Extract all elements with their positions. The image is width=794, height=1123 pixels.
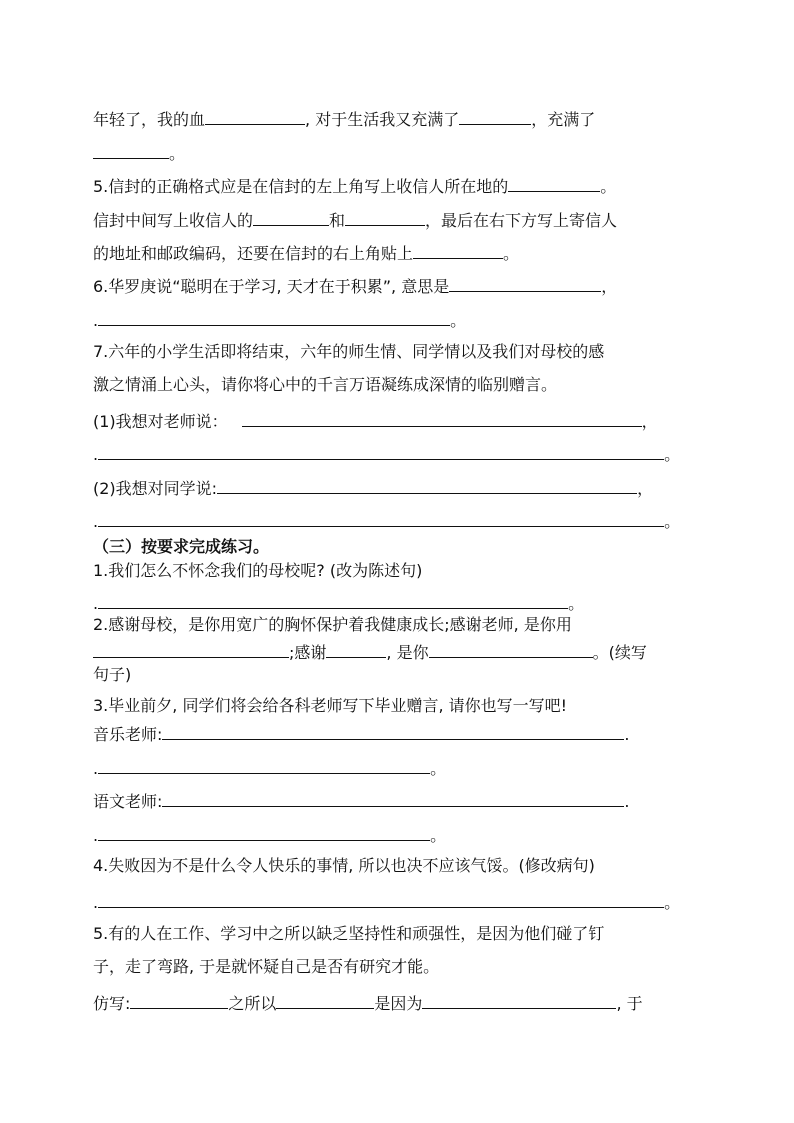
- e2-line1: [93, 615, 572, 635]
- e4-line1: [93, 856, 595, 876]
- e3-chinese-line: [93, 789, 630, 812]
- q7-classmate-line: [93, 476, 653, 499]
- e3-line1: [93, 696, 567, 716]
- e2-text-a: ;感谢: [289, 643, 327, 662]
- e1-dot: .: [93, 594, 99, 613]
- q7-teacher-comma: ，: [641, 412, 658, 431]
- e3-music-blank-1[interactable]: [162, 722, 624, 740]
- e5-line1: [93, 924, 604, 944]
- q4-text-c: ，充满了: [531, 110, 596, 129]
- q4-line2: [93, 141, 185, 164]
- e3-chinese-dot2: .: [93, 826, 99, 845]
- q6-blank-1[interactable]: [449, 274, 601, 292]
- q6-blank-2[interactable]: [98, 308, 450, 326]
- q4-blank-2[interactable]: [459, 107, 531, 125]
- q7-teacher-blank-2[interactable]: [98, 442, 664, 460]
- q6-line1: [93, 274, 617, 297]
- q4-text-a: 年轻了，我的血: [93, 110, 206, 129]
- e1-period: 。: [568, 594, 585, 613]
- e5-imitate-line: [93, 991, 643, 1014]
- e3-chinese-label: 语文老师:: [93, 792, 163, 811]
- e1-answer-line: [93, 591, 584, 614]
- q5-line1: [93, 174, 616, 197]
- q5-text-d: ，最后在右下方写上寄信人: [425, 211, 618, 230]
- e4-blank[interactable]: [98, 890, 664, 908]
- q7-classmate-dot: .: [93, 512, 99, 531]
- e3-music-period: 。: [430, 759, 447, 778]
- e3-music-label: 音乐老师:: [93, 725, 163, 744]
- q5-text-c: 和: [329, 211, 346, 230]
- e5-line2: [93, 957, 439, 977]
- e3-chinese-dot: .: [624, 792, 630, 811]
- q5-period-1: 。: [600, 177, 617, 196]
- e2-text-b: , 是你: [386, 643, 429, 662]
- e3-text: 3.毕业前夕, 同学们将会给各科老师写下毕业赠言, 请你也写一写吧!: [93, 696, 568, 715]
- e5-imitate-label: 仿写:: [93, 994, 131, 1013]
- e3-music-line: [93, 722, 630, 745]
- e2-blank-2[interactable]: [326, 640, 386, 658]
- q7-line1: [93, 342, 604, 362]
- q7-teacher-line: [93, 409, 658, 432]
- e4-answer-line: [93, 890, 680, 913]
- e5-text-2: 子，走了弯路, 于是就怀疑自己是否有研究才能。: [93, 957, 440, 976]
- e5-text-1: 5.有的人在工作、学习中之所以缺乏坚持性和顽强性，是因为他们碰了钉: [93, 924, 605, 943]
- q4-line1: [93, 107, 595, 130]
- q5-period-2: 。: [503, 244, 520, 263]
- e2-blank-1[interactable]: [93, 640, 289, 658]
- q5-blank-2[interactable]: [253, 208, 329, 226]
- e4-period: 。: [664, 893, 681, 912]
- q4-text-b: , 对于生活我又充满了: [305, 110, 460, 129]
- q5-blank-1[interactable]: [508, 174, 600, 192]
- e5-text-b: 是因为: [374, 994, 423, 1013]
- q4-blank-3[interactable]: [93, 141, 169, 159]
- e4-dot: .: [93, 893, 99, 912]
- q7-classmate-label: (2)我想对同学说:: [93, 479, 218, 498]
- e3-music-line2: [93, 756, 446, 779]
- q7-teacher-label: (1)我想对老师说：: [93, 412, 228, 431]
- e3-chinese-period: 。: [430, 826, 447, 845]
- e5-text-c: , 于: [616, 994, 643, 1013]
- q5-line2: [93, 208, 617, 231]
- section3-heading-text: （三）按要求完成练习。: [93, 537, 270, 556]
- e4-text: 4.失败因为不是什么令人快乐的事情, 所以也决不应该气馁。(修改病句): [93, 856, 595, 875]
- q5-blank-4[interactable]: [413, 241, 503, 259]
- q7-classmate-period: 。: [664, 512, 681, 531]
- e5-blank-1[interactable]: [130, 991, 228, 1009]
- q7-teacher-period: 。: [664, 445, 681, 464]
- e2-blank-3[interactable]: [429, 640, 593, 658]
- q7-classmate-blank-2[interactable]: [98, 509, 664, 527]
- e3-music-blank-2[interactable]: [98, 756, 430, 774]
- q5-blank-3[interactable]: [345, 208, 425, 226]
- q6-line2: [93, 308, 466, 331]
- q6-period: 。: [450, 311, 467, 330]
- e1-text: 1.我们怎么不怀念我们的母校呢? (改为陈述句): [93, 561, 423, 580]
- q4-blank-1[interactable]: [205, 107, 305, 125]
- e3-chinese-blank-2[interactable]: [98, 823, 430, 841]
- e2-line3: [93, 665, 131, 685]
- e5-blank-3[interactable]: [422, 991, 616, 1009]
- e3-music-dot: .: [624, 725, 630, 744]
- e2-text-3: 句子): [93, 665, 132, 684]
- q6-text: 6.华罗庚说“聪明在于学习, 天才在于积累”, 意思是: [93, 277, 450, 296]
- e1-line1: [93, 561, 422, 581]
- q5-line3: [93, 241, 519, 264]
- section3-heading: [93, 537, 269, 557]
- e5-text-a: 之所以: [228, 994, 277, 1013]
- e3-chinese-line2: [93, 823, 446, 846]
- e2-line2: [93, 640, 647, 663]
- q7-text-2: 激之情涌上心头，请你将心中的千言万语凝练成深情的临别赠言。: [93, 375, 558, 394]
- q7-line2: [93, 375, 557, 395]
- e5-blank-2[interactable]: [276, 991, 374, 1009]
- e3-music-dot2: .: [93, 759, 99, 778]
- q5-text-e: 的地址和邮政编码，还要在信封的右上角贴上: [93, 244, 414, 263]
- e2-text-1: 2.感谢母校，是你用宽广的胸怀保护着我健康成长;感谢老师, 是你用: [93, 615, 572, 634]
- q4-period: 。: [169, 144, 186, 163]
- q7-teacher-blank-1[interactable]: [242, 409, 642, 427]
- q6-dot: .: [93, 311, 99, 330]
- q7-text-1: 7.六年的小学生活即将结束，六年的师生情、同学情以及我们对母校的感: [93, 342, 605, 361]
- e3-chinese-blank-1[interactable]: [162, 789, 624, 807]
- q7-classmate-line2: [93, 509, 680, 532]
- q7-teacher-dot: .: [93, 445, 99, 464]
- q5-text-a: 5.信封的正确格式应是在信封的左上角写上收信人所在地的: [93, 177, 509, 196]
- q7-teacher-line2: [93, 442, 680, 465]
- q5-text-b: 信封中间写上收信人的: [93, 211, 254, 230]
- e2-text-c: 。(续写: [592, 643, 647, 662]
- q7-classmate-blank-1[interactable]: [217, 476, 637, 494]
- e1-blank[interactable]: [98, 591, 568, 609]
- q6-comma: ，: [601, 277, 618, 296]
- q7-classmate-comma: ，: [637, 479, 654, 498]
